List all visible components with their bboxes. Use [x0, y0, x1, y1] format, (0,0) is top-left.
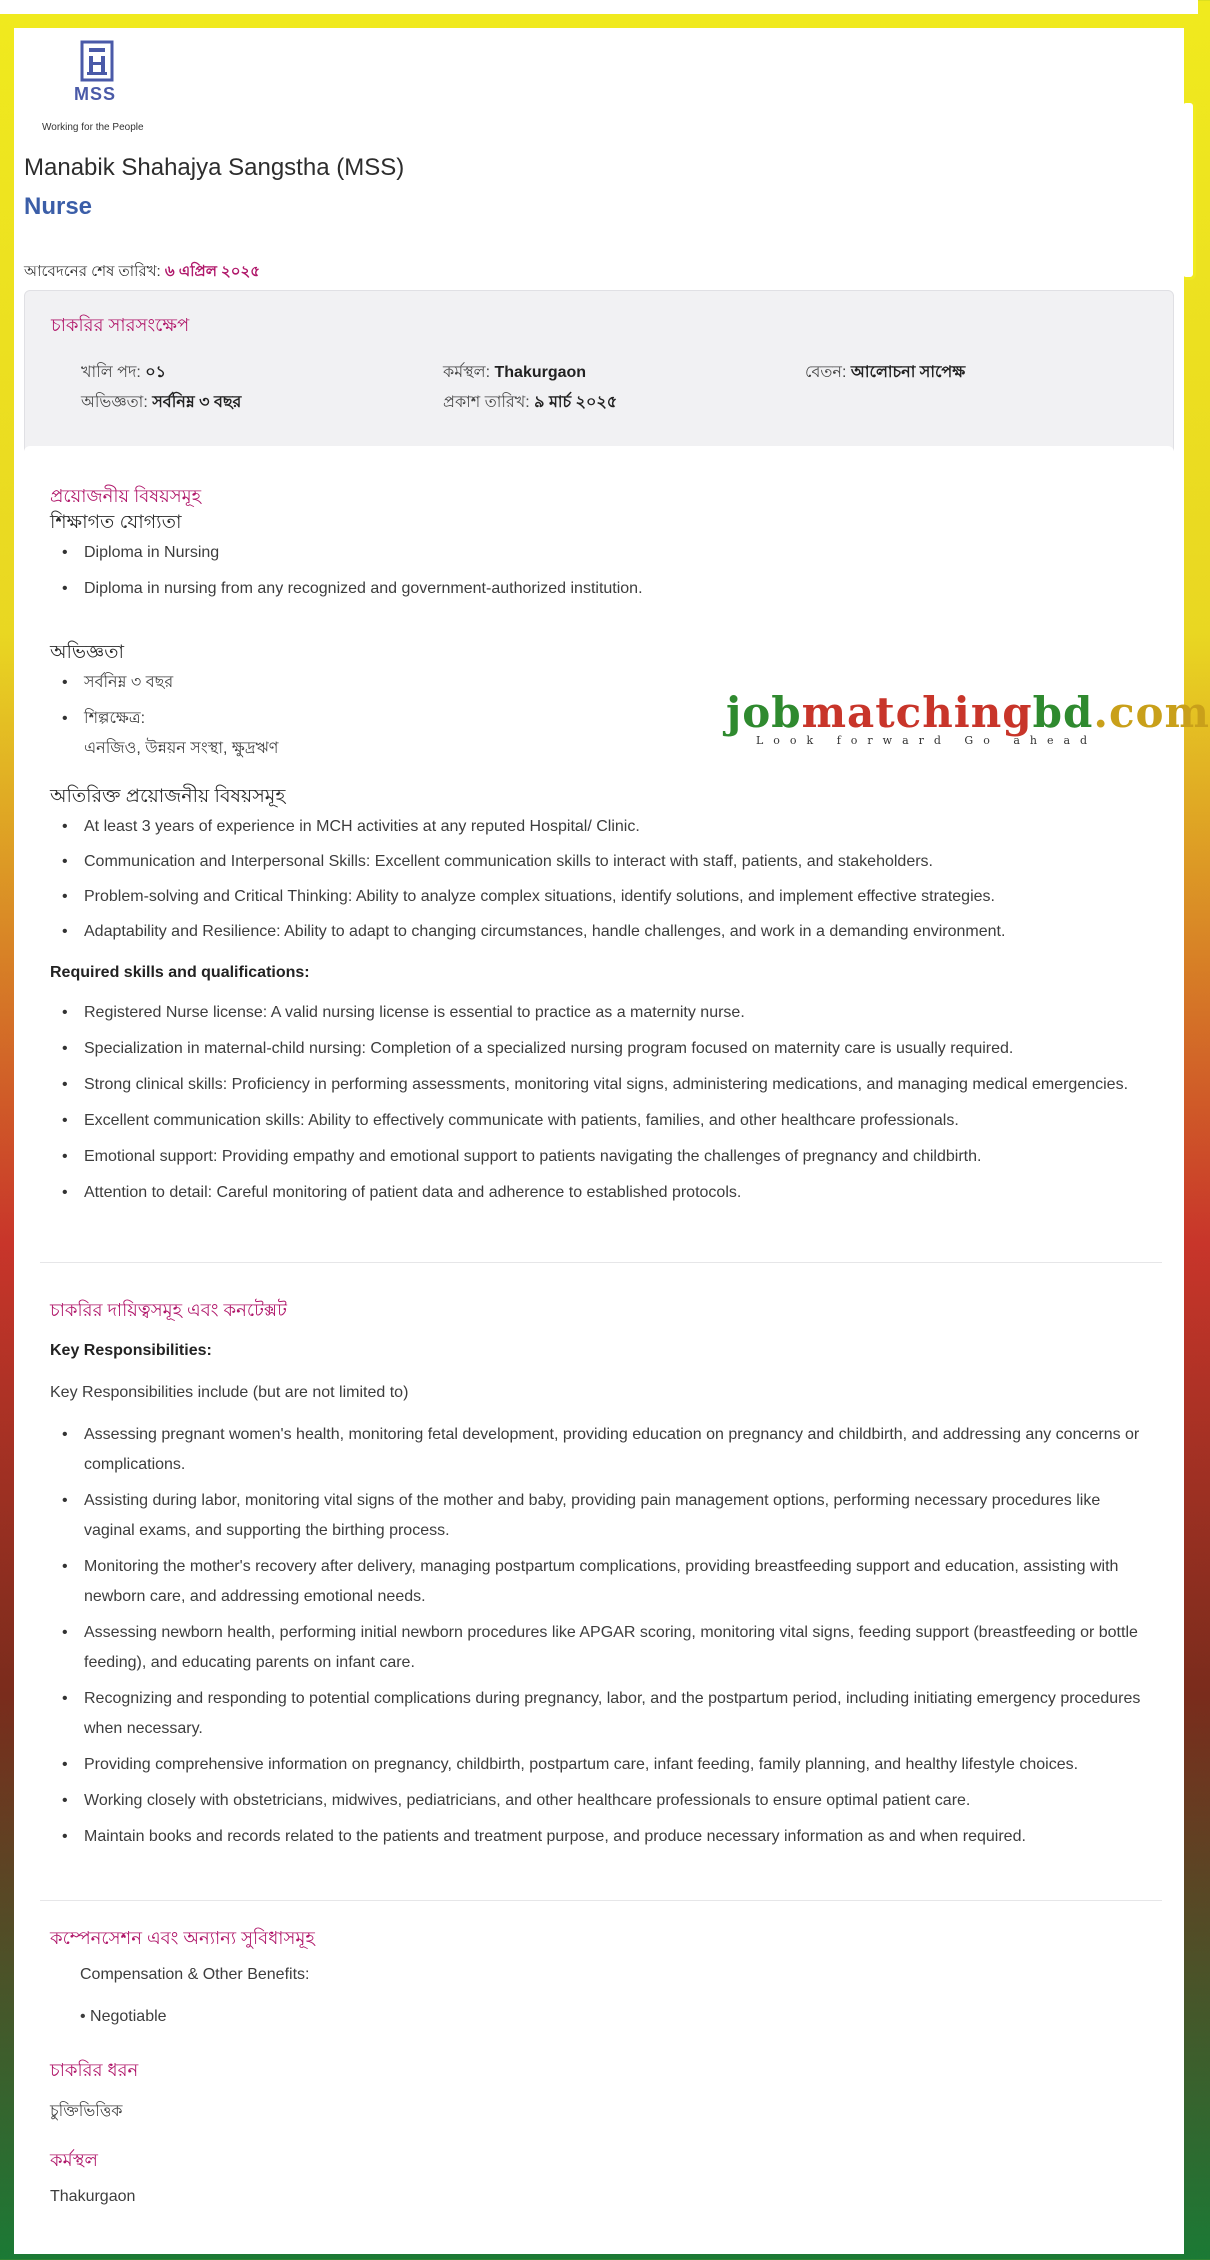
vacancy-value: ০১ [145, 364, 167, 381]
benefits-title: কম্পেনসেশন এবং অন্যান্য সুবিধাসমূহ [50, 1928, 315, 1948]
requirements-section [24, 446, 1174, 1276]
deadline-value: ৬ এপ্রিল ২০২৫ [164, 263, 261, 280]
workplace-title: কর্মস্থল [50, 2150, 98, 2170]
list-item: • Recognizing and responding to potential complications during pregnancy, labor, and the postpartum period, including initiating emergency procedures when necessary. [70, 1684, 1150, 1744]
experience-title: অভিজ্ঞতা [50, 642, 124, 663]
responsibilities-intro: Key Responsibilities include (but are not limited to) [50, 1384, 409, 1401]
list-item: • Communication and Interpersonal Skills: Excellent communication skills to interact with staff, patients, and stakeholders. [70, 847, 1170, 877]
job-type-title: চাকরির ধরন [50, 2060, 139, 2080]
additional-title: অতিরিক্ত প্রয়োজনীয় বিষয়সমূহ [50, 786, 286, 807]
published-value: ৯ মার্চ ২০২৫ [534, 394, 618, 411]
job-type-value: চুক্তিভিত্তিক [50, 2103, 123, 2120]
location-value: Thakurgaon [494, 364, 587, 381]
benefits-subtitle: Compensation & Other Benefits: [80, 1966, 310, 1983]
summary-title: চাকরির সারসংক্ষেপ [51, 315, 190, 335]
additional-list [70, 812, 1170, 947]
salary [805, 359, 965, 386]
published-date [443, 389, 617, 416]
watermark-text: jobmatchingbd.com [726, 688, 1210, 737]
experience-label: অভিজ্ঞতা: [81, 394, 148, 411]
list-item: • Specialization in maternal-child nursing: Completion of a specialized nursing program focused on maternity care is usually required. [70, 1034, 1150, 1064]
location-label: কর্মস্থল: [443, 364, 491, 381]
list-item: • At least 3 years of experience in MCH activities at any reputed Hospital/ Clinic. [70, 812, 1170, 842]
divider [40, 1900, 1162, 1901]
deadline-label: আবেদনের শেষ তারিখ: [24, 263, 161, 280]
list-item: • Excellent communication skills: Ability to effectively communicate with patients, families, and other healthcare professionals. [70, 1106, 1150, 1136]
responsibilities-list [70, 1420, 1150, 1852]
job-title: Nurse [24, 193, 93, 220]
list-item: • Maintain books and records related to the patients and treatment purpose, and produce necessary information as and when required. [70, 1822, 1150, 1852]
list-item: • Providing comprehensive information on pregnancy, childbirth, postpartum care, infant feeding, family planning, and healthy lifestyle choices. [70, 1750, 1150, 1780]
list-item: • Monitoring the mother's recovery after delivery, managing postpartum complications, providing breastfeeding support and education, assisting with newborn care, and addressing emotional needs. [70, 1552, 1150, 1612]
list-item: • Attention to detail: Careful monitoring of patient data and adherence to established protocols. [70, 1178, 1150, 1208]
watermark-logo [726, 688, 1210, 747]
skills-title: Required skills and qualifications: [50, 964, 310, 981]
list-item: • Problem-solving and Critical Thinking: Ability to analyze complex situations, identify solutions, and implement effective strategies. [70, 882, 1170, 912]
mss-building-icon [80, 40, 114, 82]
vacancy [81, 359, 166, 386]
experience [81, 389, 241, 416]
company-name: Manabik Shahajya Sangstha (MSS) [24, 154, 405, 181]
salary-value: আলোচনা সাপেক্ষ [850, 364, 966, 381]
divider [40, 1262, 1162, 1263]
list-item: • Assisting during labor, monitoring vital signs of the mother and baby, providing pain management options, performing necessary procedures like vaginal exams, and supporting the birthing process. [70, 1486, 1150, 1546]
list-item: • Adaptability and Resilience: Ability to adapt to changing circumstances, handle challenges, and work in a demanding environment. [70, 917, 1170, 947]
vacancy-label: খালি পদ: [81, 364, 141, 381]
workplace-value: Thakurgaon [50, 2188, 136, 2205]
education-title: শিক্ষাগত যোগ্যতা [50, 512, 182, 533]
application-deadline [24, 260, 260, 285]
experience-value: সর্বনিম্ন ৩ বছর [152, 394, 242, 411]
responsibilities-section [24, 1268, 1174, 1908]
list-item: • Strong clinical skills: Proficiency in performing assessments, monitoring vital signs, administering medications, and managing medical emergencies. [70, 1070, 1150, 1100]
list-item: • Diploma in Nursing [70, 538, 1170, 568]
location [443, 359, 586, 386]
logo-text: MSS [74, 84, 117, 104]
responsibilities-title: চাকরির দায়িত্বসমূহ এবং কনটেক্সট [50, 1300, 287, 1320]
industry-value: এনজিও, উন্নয়ন সংস্থা, ক্ষুদ্রঋণ [84, 740, 279, 757]
industry-label: শিল্পক্ষেত্র: [84, 710, 146, 727]
list-item: • Assessing newborn health, performing initial newborn procedures like APGAR scoring, monitoring vital signs, feeding support (breastfeeding or bottle feeding), and educating parents on infant care. [70, 1618, 1150, 1678]
key-responsibilities-title: Key Responsibilities: [50, 1342, 212, 1359]
list-item: • Diploma in nursing from any recognized and government-authorized institution. [70, 574, 1170, 604]
list-item: • Emotional support: Providing empathy and emotional support to patients navigating the challenges of pregnancy and childbirth. [70, 1142, 1150, 1172]
logo-tagline: Working for the People [42, 122, 144, 133]
list-item: • Assessing pregnant women's health, monitoring fetal development, providing education on pregnancy and childbirth, and addressing any concerns or complications. [70, 1420, 1150, 1480]
list-item: • Working closely with obstetricians, midwives, pediatricians, and other healthcare professionals to ensure optimal patient care. [70, 1786, 1150, 1816]
list-item: • Registered Nurse license: A valid nursing license is essential to practice as a maternity nurse. [70, 998, 1150, 1028]
education-list [70, 538, 1170, 604]
company-logo [28, 40, 158, 133]
job-summary [24, 290, 1174, 460]
top-strip [0, 0, 1198, 18]
list-item: • সর্বনিম্ন ৩ বছর [70, 668, 1170, 698]
requirements-title: প্রয়োজনীয় বিষয়সমূহ [50, 486, 202, 506]
published-label: প্রকাশ তারিখ: [443, 394, 530, 411]
salary-label: বেতন: [805, 364, 847, 381]
watermark-tagline: Look forward Go ahead [756, 734, 1098, 747]
skills-list [70, 998, 1150, 1208]
job-card [14, 28, 1210, 2254]
benefits-item: • Negotiable [80, 2008, 167, 2025]
